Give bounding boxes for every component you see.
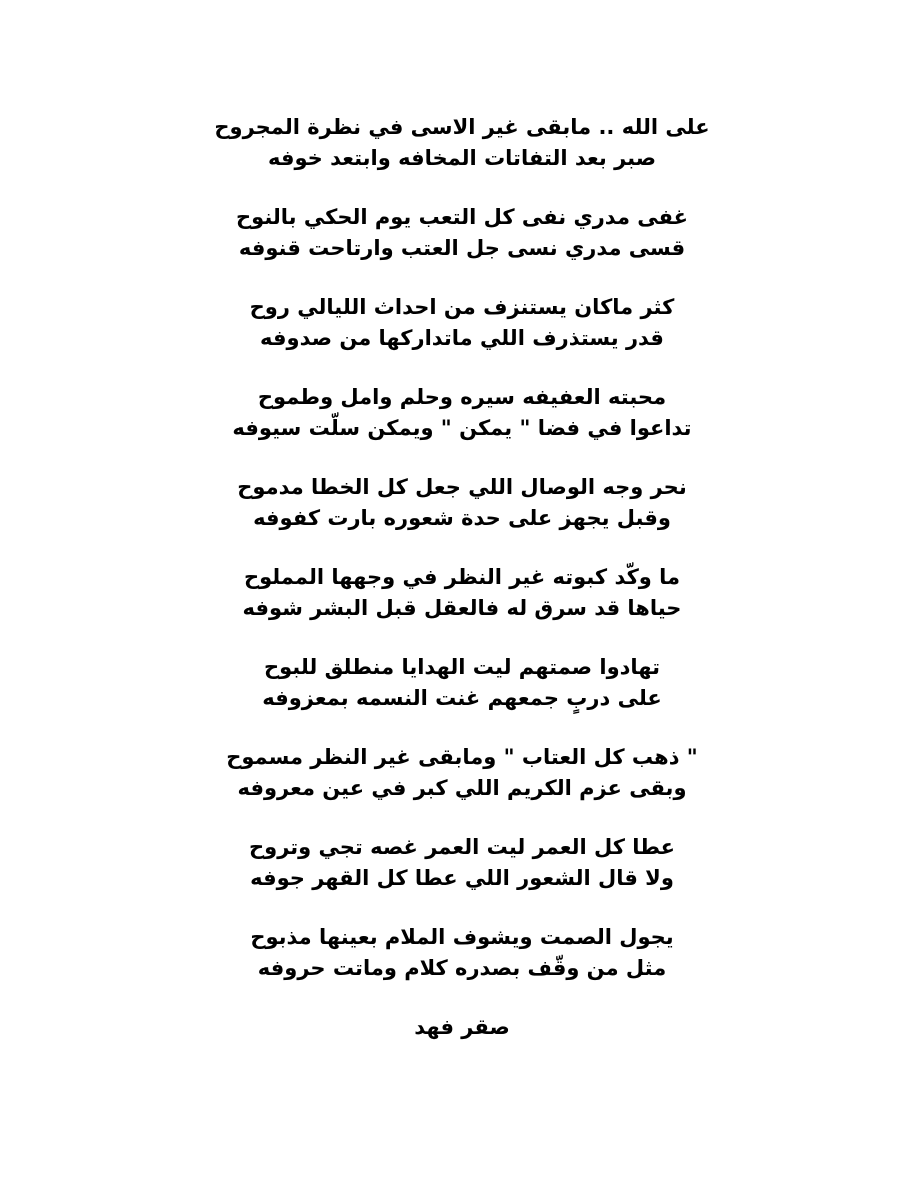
verse-line: عطا كل العمر ليت العمر غصه تجي وتروح xyxy=(249,835,675,859)
verse-line: قسى مدري نسى جل العتب وارتاحت قنوفه xyxy=(238,236,686,260)
verse-line: يجول الصمت ويشوف الملام بعينها مذبوح xyxy=(250,925,674,949)
verse-line: تداعوا في فضا " يمكن " ويمكن سلّت سيوفه xyxy=(232,416,692,440)
verse-line: صبر بعد التفاتات المخافه وابتعد خوفه xyxy=(267,146,657,170)
verse-line: تهادوا صمتهم ليت الهدايا منطلق للبوح xyxy=(263,655,661,679)
stanza-5 xyxy=(0,472,924,534)
verse-line: كثر ماكان يستنزف من احداث الليالي روح xyxy=(249,295,675,319)
verse-line: حياها قد سرق له فالعقل قبل البشر شوفه xyxy=(242,596,682,620)
stanza-8 xyxy=(0,742,924,804)
stanza-10 xyxy=(0,922,924,984)
poem xyxy=(0,112,924,1043)
poet-signature: صقر فهد xyxy=(414,1015,510,1039)
verse-line: ولا قال الشعور اللي عطا كل القهر جوفه xyxy=(250,866,674,890)
stanza-7 xyxy=(0,652,924,714)
stanza-2 xyxy=(0,202,924,264)
verse-line: نحر وجه الوصال اللي جعل كل الخطا مدموح xyxy=(237,475,687,499)
stanza-9 xyxy=(0,832,924,894)
stanza-4 xyxy=(0,382,924,444)
verse-line: وبقى عزم الكريم اللي كبر في عين معروفه xyxy=(237,776,687,800)
verse-line: على الله .. مابقى غير الاسى في نظرة المجروح xyxy=(214,115,710,139)
verse-line: على دربٍ جمعهم غنت النسمه بمعزوفه xyxy=(262,686,662,710)
verse-line: وقبل يجهز على حدة شعوره بارت كفوفه xyxy=(253,506,671,530)
verse-line: مثل من وقّف بصدره كلام وماتت حروفه xyxy=(257,956,667,980)
stanza-3 xyxy=(0,292,924,354)
stanza-6 xyxy=(0,562,924,624)
verse-line: غفى مدري نفى كل التعب يوم الحكي بالنوح xyxy=(236,205,688,229)
verse-line: قدر يستذرف اللي ماتداركها من صدوفه xyxy=(260,326,664,350)
verse-line: محبته العفيفه سيره وحلم وامل وطموح xyxy=(257,385,667,409)
verse-line: ما وكّد كبوته غير النظر في وجهها المملوح xyxy=(243,565,681,589)
verse-line: " ذهب كل العتاب " ومابقى غير النظر مسموح xyxy=(226,745,698,769)
stanza-1 xyxy=(0,112,924,174)
